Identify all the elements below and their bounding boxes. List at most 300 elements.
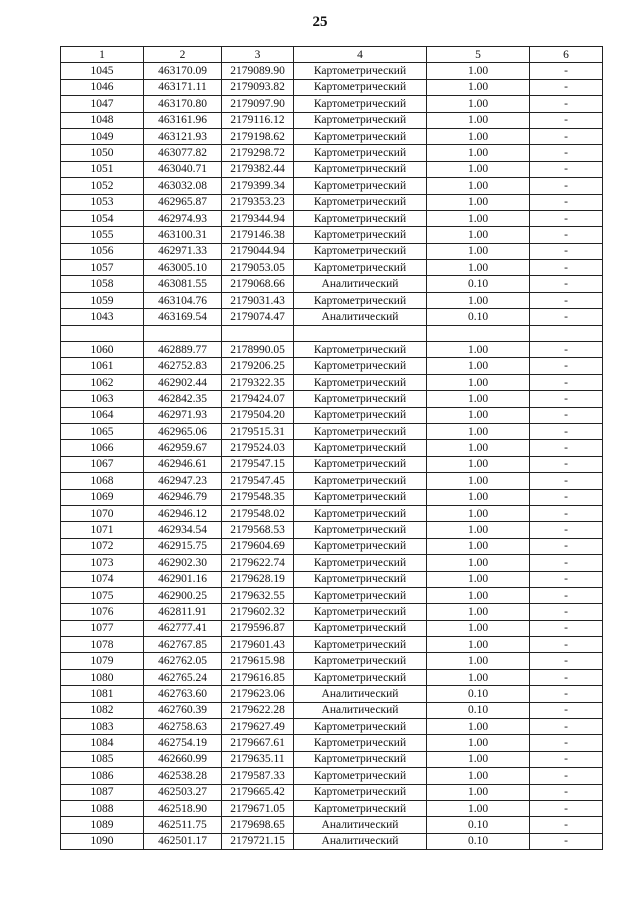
x-coordinate-cell: 462902.44 [144, 374, 222, 390]
table-row [61, 292, 603, 308]
method-cell: Картометрический [294, 112, 427, 128]
point-number-cell: 1059 [61, 292, 144, 308]
table-row [61, 374, 603, 390]
accuracy-cell: 0.10 [427, 686, 530, 702]
y-coordinate-cell: 2179382.44 [222, 161, 294, 177]
y-coordinate-cell: 2179604.69 [222, 538, 294, 554]
x-coordinate-cell: 462760.39 [144, 702, 222, 718]
method-cell: Картометрический [294, 210, 427, 226]
x-coordinate-cell: 462538.28 [144, 768, 222, 784]
y-coordinate-cell: 2179623.06 [222, 686, 294, 702]
point-number-cell: 1063 [61, 391, 144, 407]
point-number-cell: 1079 [61, 653, 144, 669]
table-row [61, 555, 603, 571]
point-number-cell: 1051 [61, 161, 144, 177]
x-coordinate-cell: 462763.60 [144, 686, 222, 702]
y-coordinate-cell: 2179671.05 [222, 800, 294, 816]
note-cell: - [530, 276, 603, 292]
table-row [61, 227, 603, 243]
point-number-cell: 1073 [61, 555, 144, 571]
table-row [61, 358, 603, 374]
table-row [61, 178, 603, 194]
table-row [61, 719, 603, 735]
accuracy-cell: 1.00 [427, 358, 530, 374]
point-number-cell: 1075 [61, 587, 144, 603]
x-coordinate-cell: 463170.80 [144, 96, 222, 112]
point-number-cell [61, 325, 144, 341]
point-number-cell: 1065 [61, 423, 144, 439]
x-coordinate-cell: 463171.11 [144, 79, 222, 95]
point-number-cell: 1047 [61, 96, 144, 112]
point-number-cell: 1048 [61, 112, 144, 128]
accuracy-cell: 1.00 [427, 637, 530, 653]
point-number-cell: 1066 [61, 440, 144, 456]
method-cell: Картометрический [294, 522, 427, 538]
table-row [61, 768, 603, 784]
note-cell: - [530, 178, 603, 194]
method-cell: Картометрический [294, 260, 427, 276]
accuracy-cell: 1.00 [427, 96, 530, 112]
table-row [61, 342, 603, 358]
table-row [61, 538, 603, 554]
table-row [61, 161, 603, 177]
table-row [61, 604, 603, 620]
method-cell: Картометрический [294, 145, 427, 161]
point-number-cell: 1078 [61, 637, 144, 653]
y-coordinate-cell: 2179632.55 [222, 587, 294, 603]
x-coordinate-cell: 463077.82 [144, 145, 222, 161]
y-coordinate-cell: 2179053.05 [222, 260, 294, 276]
table-row [61, 260, 603, 276]
method-cell: Картометрический [294, 161, 427, 177]
note-cell: - [530, 309, 603, 325]
x-coordinate-cell: 462974.93 [144, 210, 222, 226]
accuracy-cell: 1.00 [427, 391, 530, 407]
note-cell: - [530, 194, 603, 210]
note-cell: - [530, 227, 603, 243]
note-cell: - [530, 489, 603, 505]
accuracy-cell: 1.00 [427, 604, 530, 620]
y-coordinate-cell: 2179031.43 [222, 292, 294, 308]
accuracy-cell: 1.00 [427, 800, 530, 816]
accuracy-cell [427, 325, 530, 341]
note-cell: - [530, 833, 603, 849]
page-number: 25 [312, 14, 328, 30]
note-cell: - [530, 719, 603, 735]
table-row [61, 522, 603, 538]
point-number-cell: 1086 [61, 768, 144, 784]
y-coordinate-cell: 2179548.02 [222, 505, 294, 521]
x-coordinate-cell: 462946.12 [144, 505, 222, 521]
method-cell: Картометрический [294, 178, 427, 194]
x-coordinate-cell: 463104.76 [144, 292, 222, 308]
table-row [61, 817, 603, 833]
x-coordinate-cell: 463040.71 [144, 161, 222, 177]
note-cell: - [530, 800, 603, 816]
note-cell: - [530, 358, 603, 374]
method-cell: Картометрический [294, 194, 427, 210]
note-cell: - [530, 768, 603, 784]
table-row [61, 96, 603, 112]
y-coordinate-cell: 2179044.94 [222, 243, 294, 259]
y-coordinate-cell: 2179601.43 [222, 637, 294, 653]
x-coordinate-cell: 462503.27 [144, 784, 222, 800]
accuracy-cell: 1.00 [427, 489, 530, 505]
table-row [61, 751, 603, 767]
accuracy-cell: 0.10 [427, 817, 530, 833]
note-cell: - [530, 456, 603, 472]
note-cell: - [530, 342, 603, 358]
x-coordinate-cell: 462946.79 [144, 489, 222, 505]
x-coordinate-cell: 462758.63 [144, 719, 222, 735]
method-cell: Картометрический [294, 423, 427, 439]
coordinates-table [60, 46, 603, 850]
y-coordinate-cell: 2179615.98 [222, 653, 294, 669]
x-coordinate-cell: 462777.41 [144, 620, 222, 636]
accuracy-cell: 1.00 [427, 407, 530, 423]
accuracy-cell: 1.00 [427, 112, 530, 128]
point-number-cell: 1045 [61, 63, 144, 79]
note-cell: - [530, 243, 603, 259]
accuracy-cell: 1.00 [427, 374, 530, 390]
table-row [61, 243, 603, 259]
note-cell: - [530, 604, 603, 620]
method-cell: Картометрический [294, 637, 427, 653]
accuracy-cell: 1.00 [427, 161, 530, 177]
point-number-cell: 1062 [61, 374, 144, 390]
method-cell: Аналитический [294, 833, 427, 849]
method-cell: Картометрический [294, 538, 427, 554]
accuracy-cell: 1.00 [427, 555, 530, 571]
accuracy-cell: 0.10 [427, 833, 530, 849]
accuracy-cell: 1.00 [427, 440, 530, 456]
note-cell: - [530, 423, 603, 439]
method-cell: Картометрический [294, 407, 427, 423]
method-cell: Картометрический [294, 784, 427, 800]
x-coordinate-cell: 463100.31 [144, 227, 222, 243]
point-number-cell: 1050 [61, 145, 144, 161]
table-row [61, 505, 603, 521]
table-row [61, 194, 603, 210]
accuracy-cell: 1.00 [427, 210, 530, 226]
note-cell: - [530, 145, 603, 161]
x-coordinate-cell: 462959.67 [144, 440, 222, 456]
table-row [61, 210, 603, 226]
table-row [61, 128, 603, 144]
y-coordinate-cell: 2179622.28 [222, 702, 294, 718]
point-number-cell: 1088 [61, 800, 144, 816]
method-cell: Аналитический [294, 309, 427, 325]
column-header-5: 5 [427, 47, 530, 63]
note-cell [530, 325, 603, 341]
accuracy-cell: 1.00 [427, 260, 530, 276]
y-coordinate-cell: 2179116.12 [222, 112, 294, 128]
table-row [61, 620, 603, 636]
note-cell: - [530, 96, 603, 112]
method-cell: Картометрический [294, 669, 427, 685]
point-number-cell: 1071 [61, 522, 144, 538]
accuracy-cell: 1.00 [427, 669, 530, 685]
table-row [61, 63, 603, 79]
method-cell: Картометрический [294, 440, 427, 456]
point-number-cell: 1068 [61, 473, 144, 489]
method-cell: Картометрический [294, 243, 427, 259]
method-cell [294, 325, 427, 341]
note-cell: - [530, 702, 603, 718]
point-number-cell: 1080 [61, 669, 144, 685]
x-coordinate-cell: 462660.99 [144, 751, 222, 767]
method-cell: Картометрический [294, 63, 427, 79]
y-coordinate-cell: 2179298.72 [222, 145, 294, 161]
note-cell: - [530, 686, 603, 702]
method-cell: Картометрический [294, 391, 427, 407]
column-header-6: 6 [530, 47, 603, 63]
x-coordinate-cell: 462946.61 [144, 456, 222, 472]
accuracy-cell: 1.00 [427, 145, 530, 161]
accuracy-cell: 1.00 [427, 538, 530, 554]
table-row [61, 407, 603, 423]
y-coordinate-cell: 2179322.35 [222, 374, 294, 390]
method-cell: Картометрический [294, 505, 427, 521]
x-coordinate-cell: 463169.54 [144, 309, 222, 325]
method-cell: Картометрический [294, 620, 427, 636]
x-coordinate-cell: 463121.93 [144, 128, 222, 144]
method-cell: Картометрический [294, 96, 427, 112]
y-coordinate-cell: 2179635.11 [222, 751, 294, 767]
y-coordinate-cell: 2179399.34 [222, 178, 294, 194]
accuracy-cell: 0.10 [427, 309, 530, 325]
point-number-cell: 1067 [61, 456, 144, 472]
point-number-cell: 1076 [61, 604, 144, 620]
table-row [61, 309, 603, 325]
accuracy-cell: 1.00 [427, 719, 530, 735]
table-row [61, 571, 603, 587]
method-cell: Картометрический [294, 719, 427, 735]
note-cell: - [530, 79, 603, 95]
y-coordinate-cell: 2179596.87 [222, 620, 294, 636]
note-cell: - [530, 505, 603, 521]
note-cell: - [530, 587, 603, 603]
y-coordinate-cell: 2179628.19 [222, 571, 294, 587]
note-cell: - [530, 128, 603, 144]
x-coordinate-cell: 463161.96 [144, 112, 222, 128]
point-number-cell: 1054 [61, 210, 144, 226]
y-coordinate-cell: 2179627.49 [222, 719, 294, 735]
table-row [61, 391, 603, 407]
accuracy-cell: 1.00 [427, 292, 530, 308]
point-number-cell: 1064 [61, 407, 144, 423]
point-number-cell: 1060 [61, 342, 144, 358]
table-row [61, 833, 603, 849]
note-cell: - [530, 374, 603, 390]
table-row [61, 440, 603, 456]
note-cell: - [530, 571, 603, 587]
method-cell: Картометрический [294, 735, 427, 751]
point-number-cell: 1058 [61, 276, 144, 292]
method-cell: Картометрический [294, 604, 427, 620]
accuracy-cell: 1.00 [427, 571, 530, 587]
x-coordinate-cell: 462811.91 [144, 604, 222, 620]
method-cell: Картометрический [294, 292, 427, 308]
y-coordinate-cell: 2179568.53 [222, 522, 294, 538]
method-cell: Аналитический [294, 686, 427, 702]
table-row [61, 79, 603, 95]
accuracy-cell: 1.00 [427, 735, 530, 751]
x-coordinate-cell: 463081.55 [144, 276, 222, 292]
accuracy-cell: 1.00 [427, 473, 530, 489]
table-row [61, 145, 603, 161]
column-header-4: 4 [294, 47, 427, 63]
accuracy-cell: 1.00 [427, 243, 530, 259]
point-number-cell: 1090 [61, 833, 144, 849]
note-cell: - [530, 751, 603, 767]
y-coordinate-cell: 2179587.33 [222, 768, 294, 784]
accuracy-cell: 1.00 [427, 620, 530, 636]
x-coordinate-cell: 463032.08 [144, 178, 222, 194]
method-cell: Картометрический [294, 128, 427, 144]
x-coordinate-cell: 462900.25 [144, 587, 222, 603]
point-number-cell: 1083 [61, 719, 144, 735]
note-cell: - [530, 522, 603, 538]
point-number-cell: 1052 [61, 178, 144, 194]
point-number-cell: 1046 [61, 79, 144, 95]
note-cell: - [530, 669, 603, 685]
y-coordinate-cell: 2179616.85 [222, 669, 294, 685]
y-coordinate-cell: 2179547.15 [222, 456, 294, 472]
note-cell: - [530, 538, 603, 554]
y-coordinate-cell: 2179097.90 [222, 96, 294, 112]
x-coordinate-cell: 462965.87 [144, 194, 222, 210]
accuracy-cell: 1.00 [427, 178, 530, 194]
accuracy-cell: 1.00 [427, 522, 530, 538]
accuracy-cell: 1.00 [427, 653, 530, 669]
note-cell: - [530, 555, 603, 571]
point-number-cell: 1084 [61, 735, 144, 751]
method-cell: Картометрический [294, 653, 427, 669]
x-coordinate-cell: 462971.93 [144, 407, 222, 423]
accuracy-cell: 0.10 [427, 276, 530, 292]
y-coordinate-cell: 2179198.62 [222, 128, 294, 144]
note-cell: - [530, 817, 603, 833]
y-coordinate-cell: 2179667.61 [222, 735, 294, 751]
y-coordinate-cell: 2179068.66 [222, 276, 294, 292]
point-number-cell: 1089 [61, 817, 144, 833]
y-coordinate-cell: 2178990.05 [222, 342, 294, 358]
point-number-cell: 1077 [61, 620, 144, 636]
x-coordinate-cell: 463170.09 [144, 63, 222, 79]
note-cell: - [530, 407, 603, 423]
method-cell: Картометрический [294, 489, 427, 505]
table-row [61, 456, 603, 472]
method-cell: Картометрический [294, 342, 427, 358]
y-coordinate-cell: 2179698.65 [222, 817, 294, 833]
point-number-cell: 1069 [61, 489, 144, 505]
y-coordinate-cell: 2179547.45 [222, 473, 294, 489]
accuracy-cell: 1.00 [427, 587, 530, 603]
note-cell: - [530, 473, 603, 489]
table-row [61, 587, 603, 603]
y-coordinate-cell: 2179093.82 [222, 79, 294, 95]
accuracy-cell: 1.00 [427, 768, 530, 784]
x-coordinate-cell: 462765.24 [144, 669, 222, 685]
point-number-cell: 1057 [61, 260, 144, 276]
y-coordinate-cell: 2179515.31 [222, 423, 294, 439]
point-number-cell: 1074 [61, 571, 144, 587]
x-coordinate-cell: 462934.54 [144, 522, 222, 538]
note-cell: - [530, 440, 603, 456]
accuracy-cell: 1.00 [427, 423, 530, 439]
table-header-row [61, 47, 603, 63]
method-cell: Картометрический [294, 751, 427, 767]
table-body [61, 63, 603, 850]
method-cell: Картометрический [294, 800, 427, 816]
point-number-cell: 1043 [61, 309, 144, 325]
note-cell: - [530, 260, 603, 276]
point-number-cell: 1082 [61, 702, 144, 718]
note-cell: - [530, 112, 603, 128]
point-number-cell: 1049 [61, 128, 144, 144]
point-number-cell: 1072 [61, 538, 144, 554]
accuracy-cell: 1.00 [427, 342, 530, 358]
method-cell: Аналитический [294, 276, 427, 292]
point-number-cell: 1056 [61, 243, 144, 259]
x-coordinate-cell: 462752.83 [144, 358, 222, 374]
table-row [61, 489, 603, 505]
x-coordinate-cell: 462767.85 [144, 637, 222, 653]
x-coordinate-cell: 462501.17 [144, 833, 222, 849]
table-row [61, 800, 603, 816]
note-cell: - [530, 735, 603, 751]
point-number-cell: 1055 [61, 227, 144, 243]
x-coordinate-cell: 462902.30 [144, 555, 222, 571]
x-coordinate-cell [144, 325, 222, 341]
x-coordinate-cell: 463005.10 [144, 260, 222, 276]
y-coordinate-cell [222, 325, 294, 341]
column-header-2: 2 [144, 47, 222, 63]
accuracy-cell: 1.00 [427, 456, 530, 472]
table-row [61, 735, 603, 751]
x-coordinate-cell: 462762.05 [144, 653, 222, 669]
accuracy-cell: 1.00 [427, 784, 530, 800]
note-cell: - [530, 784, 603, 800]
y-coordinate-cell: 2179548.35 [222, 489, 294, 505]
x-coordinate-cell: 462965.06 [144, 423, 222, 439]
note-cell: - [530, 653, 603, 669]
method-cell: Картометрический [294, 358, 427, 374]
point-number-cell: 1053 [61, 194, 144, 210]
method-cell: Картометрический [294, 571, 427, 587]
method-cell: Аналитический [294, 817, 427, 833]
y-coordinate-cell: 2179622.74 [222, 555, 294, 571]
x-coordinate-cell: 462518.90 [144, 800, 222, 816]
table-row [61, 325, 603, 341]
x-coordinate-cell: 462754.19 [144, 735, 222, 751]
table-row [61, 686, 603, 702]
note-cell: - [530, 292, 603, 308]
y-coordinate-cell: 2179074.47 [222, 309, 294, 325]
y-coordinate-cell: 2179344.94 [222, 210, 294, 226]
table-row [61, 473, 603, 489]
x-coordinate-cell: 462915.75 [144, 538, 222, 554]
point-number-cell: 1081 [61, 686, 144, 702]
accuracy-cell: 1.00 [427, 128, 530, 144]
table-row [61, 653, 603, 669]
y-coordinate-cell: 2179721.15 [222, 833, 294, 849]
method-cell: Картометрический [294, 456, 427, 472]
note-cell: - [530, 391, 603, 407]
column-header-3: 3 [222, 47, 294, 63]
x-coordinate-cell: 462511.75 [144, 817, 222, 833]
